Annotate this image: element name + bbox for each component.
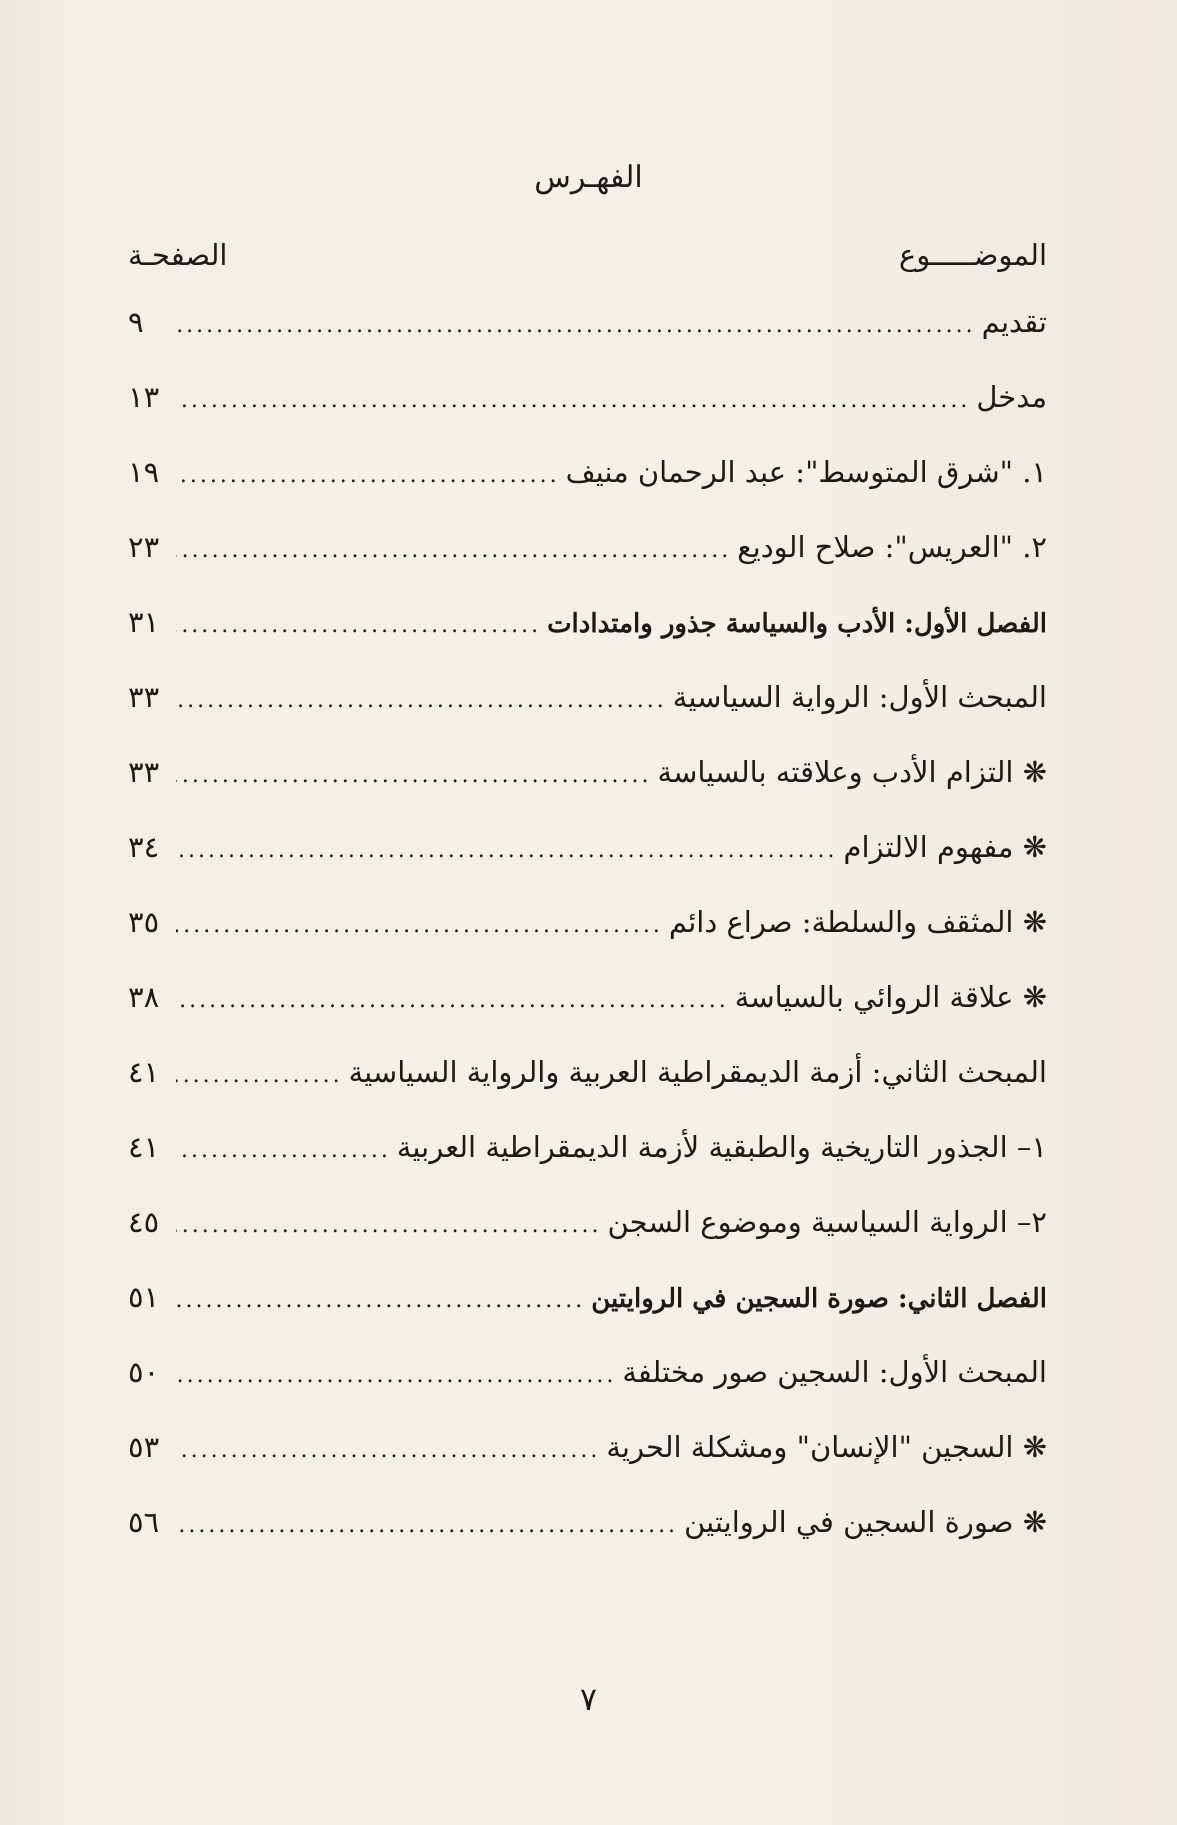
toc-entry-title: مدخل	[976, 380, 1047, 414]
leader-dots	[176, 1288, 585, 1313]
toc-entry-page: ٥١	[128, 1280, 160, 1314]
toc-entry-page: ٥٣	[128, 1430, 160, 1464]
toc-entry-title: تقديم	[981, 305, 1047, 339]
toc-entry	[128, 1430, 1047, 1505]
toc-entry-page: ٣١	[128, 605, 160, 639]
leader-dots	[176, 1138, 391, 1163]
toc-entry-title: ١– الجذور التاريخية والطبقية لأزمة الديمقراطية العربية	[396, 1130, 1047, 1164]
toc-entry-page: ٤١	[128, 1055, 160, 1089]
toc-entry-page: ١٩	[128, 455, 160, 489]
toc-entry	[128, 380, 1047, 455]
toc-entry	[128, 530, 1047, 605]
leader-dots	[176, 538, 731, 563]
page-title: الفهـرس	[534, 160, 643, 195]
toc-entry-page: ٣٣	[128, 680, 160, 714]
toc-entry-title: ❋ التزام الأدب وعلاقته بالسياسة	[657, 755, 1047, 789]
toc-entry-page: ٤١	[128, 1130, 160, 1164]
toc-entry	[128, 680, 1047, 755]
page-number: ٧	[579, 1680, 598, 1718]
toc-entry	[128, 1205, 1047, 1280]
toc-entry-title: الفصل الأول: الأدب والسياسة جذور وامتدادات	[547, 609, 1047, 639]
topic-column-header: الموضـــــوع	[898, 238, 1047, 272]
toc-entry-title: ٢– الرواية السياسية وموضوع السجن	[607, 1205, 1047, 1239]
toc-entry-page: ٤٥	[128, 1205, 160, 1239]
toc-entry	[128, 980, 1047, 1055]
toc-entry	[128, 1130, 1047, 1205]
toc-entry-page: ٣٤	[128, 830, 160, 864]
leader-dots	[176, 613, 541, 638]
toc-entry-title: المبحث الأول: الرواية السياسية	[672, 680, 1047, 714]
toc-entry	[128, 605, 1047, 680]
toc-entry	[128, 1055, 1047, 1130]
leader-dots	[176, 313, 976, 338]
toc-entry	[128, 830, 1047, 905]
toc-entry-page: ٥٦	[128, 1505, 160, 1539]
toc-entry-title: ❋ المثقف والسلطة: صراع دائم	[668, 905, 1047, 939]
toc-entry	[128, 755, 1047, 830]
toc-entry	[128, 1505, 1047, 1580]
toc-entry-page: ٩	[128, 305, 144, 339]
toc-entry-page: ٣٥	[128, 905, 160, 939]
leader-dots	[176, 913, 663, 938]
toc-entry-title: الفصل الثاني: صورة السجين في الروايتين	[591, 1284, 1047, 1314]
toc-entry-title: ❋ صورة السجين في الروايتين	[684, 1505, 1047, 1539]
toc-entry-title: ❋ علاقة الروائي بالسياسة	[734, 980, 1047, 1014]
toc-entry-title: ❋ السجين "الإنسان" ومشكلة الحرية	[606, 1430, 1047, 1464]
toc-entry	[128, 905, 1047, 980]
toc-entry	[128, 1355, 1047, 1430]
toc-entry	[128, 455, 1047, 530]
leader-dots	[176, 388, 970, 413]
toc-entry-page: ٥٠	[128, 1355, 160, 1389]
toc-entry-title: المبحث الثاني: أزمة الديمقراطية العربية والرواية السياسية	[348, 1055, 1047, 1089]
toc-entry-title: المبحث الأول: السجين صور مختلفة	[622, 1355, 1047, 1389]
toc-entry	[128, 1280, 1047, 1355]
toc-entry-page: ٣٣	[128, 755, 160, 789]
toc-entry-page: ١٣	[128, 380, 160, 414]
page-column-header: الصفحـة	[128, 238, 228, 272]
toc-entry-page: ٣٨	[128, 980, 160, 1014]
leader-dots	[176, 1438, 600, 1463]
toc-entry	[128, 305, 1047, 380]
leader-dots	[176, 988, 729, 1013]
leader-dots	[176, 1063, 343, 1088]
leader-dots	[176, 763, 652, 788]
toc-entry-title: ❋ مفهوم الالتزام	[843, 830, 1047, 864]
table-of-contents	[128, 305, 1047, 1580]
leader-dots	[176, 688, 667, 713]
toc-entry-page: ٢٣	[128, 530, 160, 564]
toc-entry-title: ٢. "العريس": صلاح الوديع	[737, 530, 1047, 564]
leader-dots	[176, 463, 560, 488]
leader-dots	[176, 1513, 678, 1538]
leader-dots	[176, 838, 838, 863]
leader-dots	[176, 1363, 616, 1388]
leader-dots	[176, 1213, 602, 1238]
toc-entry-title: ١. "شرق المتوسط": عبد الرحمان منيف	[565, 455, 1047, 489]
